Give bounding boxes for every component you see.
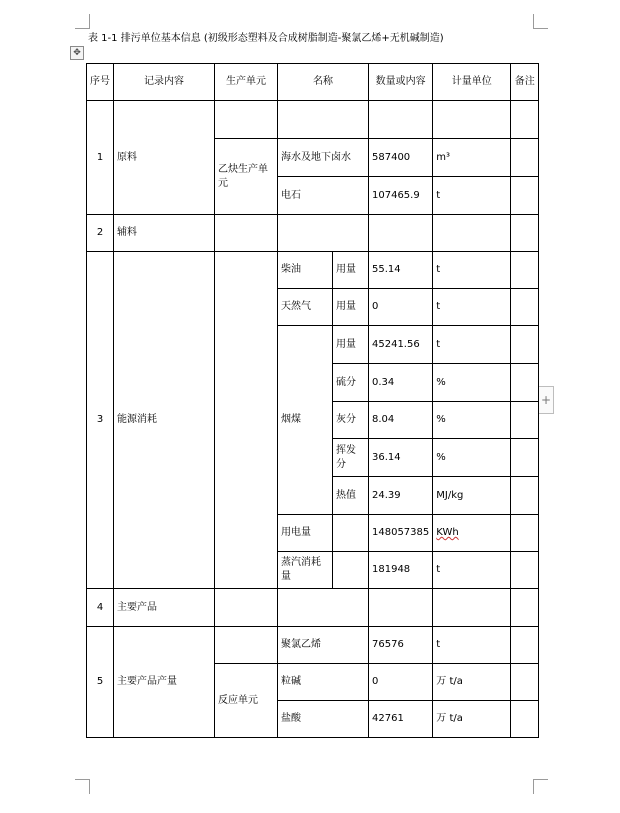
cell-remark — [511, 477, 539, 515]
header-measure: 计量单位 — [433, 64, 511, 101]
cell-unit-empty — [215, 627, 278, 664]
cell-remark — [511, 252, 539, 289]
cell-name: 电石 — [278, 177, 369, 215]
cell-measure: 万 t/a — [433, 701, 511, 738]
cell-remark — [511, 552, 539, 589]
cell-amount: 0.34 — [369, 364, 433, 402]
cell-unit-empty — [215, 589, 278, 627]
cell-measure — [433, 515, 511, 552]
cell-measure: t — [433, 177, 511, 215]
page-corner-mark-top-right — [533, 14, 548, 29]
cell-amount: 42761 — [369, 701, 433, 738]
cell-remark — [511, 326, 539, 364]
cell-amount: 587400 — [369, 139, 433, 177]
cell-remark — [511, 701, 539, 738]
cell-remark — [511, 139, 539, 177]
cell-unit: 乙炔生产单元 — [215, 139, 278, 215]
table-row — [87, 252, 539, 289]
cell-subitem: 用量 — [333, 326, 369, 364]
cell-remark — [511, 664, 539, 701]
cell-name: 柴油 — [278, 252, 333, 289]
page-corner-mark-top-left — [75, 14, 90, 29]
unit-text: KWh — [436, 527, 459, 538]
cell-remark — [511, 289, 539, 326]
cell-amount: 24.39 — [369, 477, 433, 515]
cell-subitem: 硫分 — [333, 364, 369, 402]
cell-seq: 3 — [87, 252, 114, 589]
cell-measure: % — [433, 364, 511, 402]
header-record: 记录内容 — [114, 64, 215, 101]
cell-measure: 万 t/a — [433, 664, 511, 701]
cell-remark — [511, 589, 539, 627]
page-corner-mark-bottom-right — [533, 779, 548, 794]
cell-subitem: 灰分 — [333, 402, 369, 439]
cell-name: 盐酸 — [278, 701, 369, 738]
cell-name: 烟煤 — [278, 326, 333, 515]
table-row — [87, 589, 539, 627]
cell-record: 能源消耗 — [114, 252, 215, 589]
cell-amount-empty — [369, 589, 433, 627]
cell-record: 主要产品 — [114, 589, 215, 627]
cell-measure: t — [433, 252, 511, 289]
cell-seq: 1 — [87, 101, 114, 215]
cell-subitem-empty — [333, 515, 369, 552]
table-row — [87, 215, 539, 252]
cell-remark — [511, 101, 539, 139]
emission-info-table — [86, 63, 539, 738]
cell-amount: 0 — [369, 664, 433, 701]
cell-amount-empty — [369, 101, 433, 139]
cell-amount: 45241.56 — [369, 326, 433, 364]
cell-unit-empty — [215, 252, 278, 589]
cell-measure: t — [433, 627, 511, 664]
cell-amount: 36.14 — [369, 439, 433, 477]
cell-name: 聚氯乙烯 — [278, 627, 369, 664]
page-corner-mark-bottom-left — [75, 779, 90, 794]
cell-remark — [511, 364, 539, 402]
cell-subitem: 热值 — [333, 477, 369, 515]
cell-name: 用电量 — [278, 515, 333, 552]
cell-amount: 107465.9 — [369, 177, 433, 215]
cell-amount-empty — [369, 215, 433, 252]
cell-remark — [511, 627, 539, 664]
cell-amount: 76576 — [369, 627, 433, 664]
cell-amount: 55.14 — [369, 252, 433, 289]
cell-measure: % — [433, 439, 511, 477]
header-remark: 备注 — [511, 64, 539, 101]
cell-seq: 5 — [87, 627, 114, 738]
cell-remark — [511, 402, 539, 439]
cell-unit-empty — [215, 215, 278, 252]
cell-measure-empty — [433, 215, 511, 252]
cell-measure-empty — [433, 589, 511, 627]
cell-measure: MJ/kg — [433, 477, 511, 515]
cell-name: 海水及地下卤水 — [278, 139, 369, 177]
cell-subitem: 用量 — [333, 252, 369, 289]
header-seq: 序号 — [87, 64, 114, 101]
cell-name: 蒸汽消耗量 — [278, 552, 333, 589]
cell-remark — [511, 177, 539, 215]
cell-remark — [511, 215, 539, 252]
cell-measure: t — [433, 289, 511, 326]
header-unit: 生产单元 — [215, 64, 278, 101]
cell-name-empty — [278, 215, 369, 252]
table-caption: 表 1-1 排污单位基本信息 (初级形态塑料及合成树脂制造-聚氯乙烯+无机碱制造) — [88, 33, 444, 44]
cell-seq: 4 — [87, 589, 114, 627]
cell-record: 辅料 — [114, 215, 215, 252]
cell-measure: m³ — [433, 139, 511, 177]
cell-measure: t — [433, 552, 511, 589]
cell-measure-empty — [433, 101, 511, 139]
cell-amount: 0 — [369, 289, 433, 326]
table-move-handle-icon[interactable]: ✥ — [70, 46, 84, 60]
add-column-icon[interactable]: + — [538, 386, 554, 414]
cell-amount: 181948 — [369, 552, 433, 589]
cell-amount: 148057385 — [369, 515, 433, 552]
table-header-row — [87, 64, 539, 101]
cell-amount: 8.04 — [369, 402, 433, 439]
cell-subitem: 用量 — [333, 289, 369, 326]
cell-record: 主要产品产量 — [114, 627, 215, 738]
cell-subitem-empty — [333, 552, 369, 589]
cell-seq: 2 — [87, 215, 114, 252]
cell-remark — [511, 439, 539, 477]
cell-unit: 反应单元 — [215, 664, 278, 738]
cell-name-empty — [278, 101, 369, 139]
cell-name: 天然气 — [278, 289, 333, 326]
header-name: 名称 — [278, 64, 369, 101]
cell-unit-empty — [215, 101, 278, 139]
table-row — [87, 101, 539, 139]
cell-name: 粒碱 — [278, 664, 369, 701]
cell-remark — [511, 515, 539, 552]
table-row — [87, 627, 539, 664]
cell-measure: t — [433, 326, 511, 364]
cell-record: 原料 — [114, 101, 215, 215]
cell-name-empty — [278, 589, 369, 627]
header-amount: 数量或内容 — [369, 64, 433, 101]
cell-measure: % — [433, 402, 511, 439]
cell-subitem: 挥发分 — [333, 439, 369, 477]
